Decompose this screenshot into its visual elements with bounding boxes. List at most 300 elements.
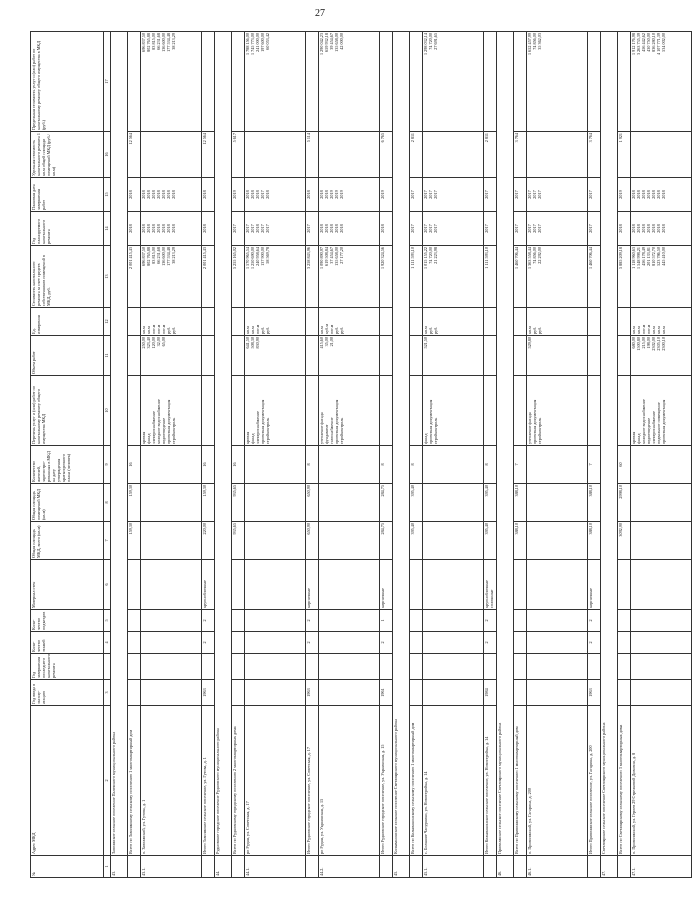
volume — [484, 336, 497, 376]
plan-year: 2018 — [618, 212, 631, 246]
area-premises: 395,40 — [484, 484, 497, 522]
column-header: Материал стен — [31, 560, 104, 610]
empty-cell — [527, 610, 588, 632]
column-number: 11 — [104, 336, 111, 376]
empty-cell — [245, 446, 306, 484]
works-list — [245, 376, 306, 446]
cost-list-line: 456 178,49 — [641, 247, 646, 266]
total-label: Всего по Рудновскому городскому поселению 2 многоквартирных дома — [232, 706, 245, 856]
entrances: 2 — [202, 610, 215, 632]
unit-list-line: пог.м — [151, 324, 156, 334]
plan-year: 2018 — [380, 212, 393, 246]
cost: 5 255 165,02 — [232, 246, 245, 308]
unit-list-line: пог.м — [329, 324, 334, 334]
plan-year-list-line: 2018 — [651, 224, 656, 233]
works-list — [527, 376, 588, 446]
empty-cell — [423, 632, 484, 654]
end-year-list — [527, 178, 588, 212]
total-label: Итого Рудновское городское поселение, ул. Советская, д. 17 — [306, 706, 319, 856]
area-total: 159,30 — [128, 522, 141, 560]
floors — [514, 632, 527, 654]
end-year-list-line: 2017 — [423, 190, 428, 199]
row-number: 47.1. — [631, 856, 692, 878]
unit-list-line: кв.м — [651, 326, 656, 334]
volume-list-line: 35,00 — [324, 337, 329, 347]
area-premises: 2998,10 — [618, 484, 631, 522]
works-list-line: утепление фасада — [527, 412, 532, 444]
works-list-line: кровля — [631, 431, 636, 444]
cost-list-line: 137 900,00 — [260, 247, 265, 266]
plan-year-list-line: 2017 — [260, 224, 265, 233]
cost-list-line: 66 231,68 — [156, 247, 161, 264]
unit-cost — [245, 132, 306, 178]
end-year: 2017 — [484, 178, 497, 212]
section-title-row — [215, 32, 232, 878]
unit-list-line: руб. — [428, 326, 433, 334]
unit-list — [631, 308, 692, 336]
column-number: 1 — [104, 856, 111, 878]
column-number: 14 — [104, 212, 111, 246]
entrances: 1 — [380, 610, 393, 632]
volume — [380, 336, 393, 376]
empty-cell — [527, 446, 588, 484]
unit-cost: 3 764 — [514, 132, 527, 178]
end-year: 2017 — [410, 178, 423, 212]
cost: 1 920 324,56 — [380, 246, 393, 308]
limit-list-line: 3 263 735,39 — [636, 33, 641, 55]
house-row — [631, 32, 692, 878]
last-repair-year — [618, 654, 631, 680]
section-title: Колыванинское сельское поселение Светлоярского муниципального района — [393, 32, 410, 856]
column-header: Год завершения последнего капитального ремонта — [31, 654, 104, 680]
works-list-line: проектная документация — [334, 399, 339, 444]
floors: 2 — [202, 632, 215, 654]
limit-list-line: 135 658,00 — [334, 33, 339, 52]
empty-cell — [245, 610, 306, 632]
row-number: 44.1. — [245, 856, 306, 878]
plan-year-list-line: 2018 — [334, 224, 339, 233]
year-built: 1963 — [588, 680, 601, 706]
floors — [410, 632, 423, 654]
end-year-list-line: 2018 — [141, 190, 146, 199]
plan-year: 2017 — [588, 212, 601, 246]
limit-list-line: 74 856,00 — [532, 33, 537, 50]
table-header — [31, 32, 111, 878]
last-repair-year — [202, 654, 215, 680]
cost-list-line: 696 837,50 — [141, 247, 146, 266]
cost-list-line: 38 213,29 — [171, 247, 176, 264]
column-header: № — [31, 856, 104, 878]
row-number: 46. — [497, 856, 514, 878]
cost-list-line: 1 548 998,21 — [636, 247, 641, 269]
area-total: 395,40 — [484, 522, 497, 560]
limit-cost — [410, 32, 423, 132]
year-built: 1963 — [306, 680, 319, 706]
year-built: 1963 — [202, 680, 215, 706]
column-header: Удельная стоимость капитального ремонта 1 кв.м общей площади помещений МКД (руб./кв.м) — [31, 132, 104, 178]
unit-list-line: пог.м — [156, 324, 161, 334]
house-address: рп Рудня, ул. Украинская, д. 15 — [319, 706, 380, 856]
year-built — [128, 680, 141, 706]
unit-cost — [319, 132, 380, 178]
cost-list-line: 74 856,00 — [532, 247, 537, 264]
plan-year: 2017 — [306, 212, 319, 246]
wall-material: крупноблочные — [202, 560, 215, 610]
limit-list-line: 456 442,62 — [641, 33, 646, 52]
cost-list-line: 1 090 890,97 — [319, 247, 324, 269]
limit-list-line: 60 053,42 — [265, 33, 270, 50]
limit-list-line: 39 454,67 — [329, 33, 334, 50]
end-year-list-line: 2018 — [166, 190, 171, 199]
works — [410, 376, 423, 446]
unit — [514, 308, 527, 336]
column-number: 16 — [104, 132, 111, 178]
cost-list-line: 27 177,20 — [339, 247, 344, 264]
end-year: 2019 — [618, 178, 631, 212]
column-header: Количество жителей, зарегистри-рованных в МКД на дату утверждения краткосрочного плана (человек) — [31, 446, 104, 484]
residents: 8 — [410, 446, 423, 484]
unit-cost: 12 564 — [128, 132, 141, 178]
empty-cell — [141, 632, 202, 654]
limit-cost — [514, 32, 527, 132]
works-list-line: стройконтроль — [433, 417, 438, 444]
empty-cell — [141, 522, 202, 560]
limit-list-line: 177 534,48 — [166, 33, 171, 52]
column-header: Год планируемого капитального ремонта — [31, 212, 104, 246]
works-list-line: холодное водоснабжение — [156, 399, 161, 444]
plan-year-list — [423, 212, 484, 246]
limit-list — [319, 32, 380, 132]
volume — [410, 336, 423, 376]
unit-list — [527, 308, 588, 336]
wall-material — [232, 560, 245, 610]
unit — [232, 308, 245, 336]
limit-list-line: 197 600,00 — [260, 33, 265, 52]
plan-year-list-line: 2018 — [636, 224, 641, 233]
wall-material: крупноблочные сплошные — [484, 560, 497, 610]
row-number: 44.2. — [319, 856, 380, 878]
end-year-list-line: 2018 — [641, 190, 646, 199]
volume-list-line: 415,60 — [319, 337, 324, 349]
cost-list — [423, 246, 484, 308]
limit-list — [245, 32, 306, 132]
limit-list-line: 1 290 042,23 — [319, 33, 324, 55]
row-number — [380, 856, 393, 878]
last-repair-year — [128, 654, 141, 680]
end-year: 2019 — [380, 178, 393, 212]
empty-cell — [245, 632, 306, 654]
cost: 5 885 209,18 — [618, 246, 631, 308]
volume-list-line: 508,30 — [250, 337, 255, 349]
section-title: Рудновское городское поселение Рудновского муниципального района — [215, 32, 232, 856]
volume-list-line: 2302,00 — [651, 337, 656, 351]
plan-year-list-line: 2018 — [319, 224, 324, 233]
volume — [514, 336, 527, 376]
row-number: 46.1. — [527, 856, 588, 878]
works-list-line: фасад — [636, 433, 641, 444]
area-premises: 388,10 — [514, 484, 527, 522]
section-title-row — [497, 32, 514, 878]
total-row — [380, 32, 393, 878]
unit-list-line: руб. — [260, 326, 265, 334]
unit-list-line: пог.м — [646, 324, 651, 334]
house-address: п. Заволжский, ул. Гутова, д. 1 — [141, 706, 202, 856]
cost: 1 111 593,10 — [410, 246, 423, 308]
column-number: 2 — [104, 706, 111, 856]
house-row — [423, 32, 484, 878]
empty-cell — [631, 522, 692, 560]
works-list-line: фундамент — [324, 424, 329, 444]
cost-list-line: 523 786,50 — [656, 247, 661, 266]
works — [128, 376, 141, 446]
last-repair-year — [514, 654, 527, 680]
limit-list-line: 66 231,68 — [156, 33, 161, 50]
total-row — [618, 32, 631, 878]
row-number — [588, 856, 601, 878]
empty-cell — [141, 610, 202, 632]
unit-list-line: руб. — [334, 326, 339, 334]
area-premises: 159,30 — [128, 484, 141, 522]
column-number-row — [104, 32, 111, 878]
unit-cost: 2 811 — [484, 132, 497, 178]
plan-year-list-line: 2018 — [146, 224, 151, 233]
total-row — [484, 32, 497, 878]
empty-cell — [527, 560, 588, 610]
works-list — [423, 376, 484, 446]
column-header: Ед. измерения — [31, 308, 104, 336]
area-total: 935,65 — [232, 522, 245, 560]
end-year-list — [319, 178, 380, 212]
plan-year-list — [141, 212, 202, 246]
unit-list — [141, 308, 202, 336]
works-list-line: газоснабжение — [329, 417, 334, 444]
cost-list — [631, 246, 692, 308]
volume — [232, 336, 245, 376]
volume-list-line: 32,00 — [156, 337, 161, 347]
section-title: Светлоярское сельское поселение Светлоярского муниципального района — [601, 32, 618, 856]
plan-year-list-line: 2018 — [161, 224, 166, 233]
cost-list-line: 810 572,70 — [651, 247, 656, 266]
row-number: 43.1. — [141, 856, 202, 878]
empty-cell — [631, 484, 692, 522]
unit-cost: 5 617 — [232, 132, 245, 178]
total-label: Всего по Колыванинскому сельскому поселению 1 многоквартирный дом — [410, 706, 423, 856]
plan-year: 2017 — [484, 212, 497, 246]
limit-list-line: 659 932,18 — [324, 33, 329, 52]
cost: 1 111 593,10 — [484, 246, 497, 308]
plan-year-list-line: 2018 — [646, 224, 651, 233]
section-title-row — [111, 32, 128, 878]
volume-list — [319, 336, 380, 376]
volume-list-line: 529,80 — [527, 337, 532, 349]
total-label: Итого Колыванинское сельское поселение, ул. Новостройка, д. 14 — [484, 706, 497, 856]
column-number: 6 — [104, 560, 111, 610]
row-number: 45. — [393, 856, 410, 878]
column-header: Коли-чество этажей — [31, 632, 104, 654]
plan-year-list-line: 2017 — [245, 224, 250, 233]
volume-list — [631, 336, 692, 376]
page-number: 27 — [315, 8, 325, 19]
empty-cell — [319, 484, 380, 522]
unit-cost: 12 564 — [202, 132, 215, 178]
limit-cost — [202, 32, 215, 132]
unit-cost: 1 921 — [618, 132, 631, 178]
plan-year-list-line: 2018 — [329, 224, 334, 233]
limit-cost — [128, 32, 141, 132]
end-year-list-line: 2018 — [255, 190, 260, 199]
floors — [232, 632, 245, 654]
cost-list-line: 619 508,84 — [324, 247, 329, 266]
area-premises: 159,30 — [202, 484, 215, 522]
empty-cell — [423, 654, 484, 680]
unit — [128, 308, 141, 336]
volume — [128, 336, 141, 376]
cost-list-line: 1 570 965,54 — [245, 247, 250, 269]
total-row — [232, 32, 245, 878]
empty-cell — [245, 680, 306, 706]
limit-cost — [306, 32, 319, 132]
cost-list — [527, 246, 588, 308]
volume-list-line: 21,00 — [329, 337, 334, 347]
area-premises: 388,10 — [588, 484, 601, 522]
cost-list-line: 1 250 690,00 — [250, 247, 255, 269]
end-year: 2019 — [232, 178, 245, 212]
end-year-list — [631, 178, 692, 212]
unit-cost: 2 811 — [410, 132, 423, 178]
plan-year-list-line: 2017 — [532, 224, 537, 233]
floors — [618, 632, 631, 654]
wall-material — [514, 560, 527, 610]
limit-list-line: 1 745 773,00 — [250, 33, 255, 55]
unit-list-line: кв.м — [656, 326, 661, 334]
limit-list-line: 27 691,65 — [433, 33, 438, 50]
limit-list — [141, 32, 202, 132]
end-year-list-line: 2017 — [433, 190, 438, 199]
limit-list-line: 430 750,00 — [646, 33, 651, 52]
entrances: 2 — [306, 610, 319, 632]
column-number: 5 — [104, 610, 111, 632]
empty-cell — [245, 654, 306, 680]
wall-material: кирпичные — [380, 560, 393, 610]
area-total: 388,10 — [588, 522, 601, 560]
column-header: Перечень услуг и (или) работ по капитальному ремонту общего имущества МКД — [31, 376, 104, 446]
limit-list-line: 1 912 176,98 — [631, 33, 636, 55]
house-row — [141, 32, 202, 878]
empty-cell — [141, 654, 202, 680]
unit-cost — [141, 132, 202, 178]
works-list — [319, 376, 380, 446]
cost: 2 001 415,43 — [202, 246, 215, 308]
limit-list-line: 38 213,29 — [171, 33, 176, 50]
end-year: 2018 — [306, 178, 319, 212]
plan-year-list — [527, 212, 588, 246]
limit-list — [527, 32, 588, 132]
total-label: Всего по Заволжскому сельскому поселению 1 многоквартирный дом — [128, 706, 141, 856]
rotated-table-container — [30, 32, 666, 878]
row-number — [232, 856, 245, 878]
empty-cell — [141, 484, 202, 522]
empty-cell — [631, 654, 692, 680]
end-year: 2018 — [202, 178, 215, 212]
row-number: 44. — [215, 856, 232, 878]
plan-year-list-line: 2017 — [423, 224, 428, 233]
end-year-list-line: 2017 — [527, 190, 532, 199]
end-year-list-line: 2017 — [428, 190, 433, 199]
empty-cell — [245, 560, 306, 610]
empty-cell — [245, 522, 306, 560]
works-list-line: электроснабжение — [255, 411, 260, 444]
column-number: 10 — [104, 376, 111, 446]
limit-list — [631, 32, 692, 132]
works-list-line: проектная документация — [661, 399, 666, 444]
end-year-list — [423, 178, 484, 212]
volume-list-line: 120,00 — [151, 337, 156, 349]
volume-list-line: 2305,10 — [656, 337, 661, 351]
house-address: п. Приволжский, ул. Гагарина, д. 200 — [527, 706, 588, 856]
plan-year-list-line: 2018 — [656, 224, 661, 233]
limit-list-line: 35 362,03 — [537, 33, 542, 50]
cost-list-line: 201 133,81 — [646, 247, 651, 266]
volume-list-line: 323,40 — [146, 337, 151, 349]
total-row — [128, 32, 141, 878]
area-premises: 650,90 — [306, 484, 319, 522]
cost-list-line: 135 658,00 — [334, 247, 339, 266]
works — [232, 376, 245, 446]
area-total: 3092,90 — [618, 522, 631, 560]
end-year-list-line: 2019 — [339, 190, 344, 199]
cost-list-line: 1 363 558,44 — [527, 247, 532, 269]
column-header: Коли-чество подъездов — [31, 610, 104, 632]
row-number: 45.1. — [423, 856, 484, 878]
works-list-line: стройконтроль — [265, 417, 270, 444]
volume-list-line: 521,50 — [423, 337, 428, 349]
limit-list-line: 4 107 771,39 — [656, 33, 661, 55]
residents: 8 — [306, 446, 319, 484]
total-row — [410, 32, 423, 878]
unit-list-line: руб. — [537, 326, 542, 334]
unit-list-line: руб. — [532, 326, 537, 334]
plan-year-list-line: 2017 — [433, 224, 438, 233]
works-list-line: стройконтроль — [537, 417, 542, 444]
plan-year: 2017 — [232, 212, 245, 246]
limit-list-line: 42 000,00 — [339, 33, 344, 50]
column-header: Стоимость капитального ремонта за счет средств собственников помещений в МКД, руб. — [31, 246, 104, 308]
end-year-list-line: 2018 — [636, 190, 641, 199]
entrances — [232, 610, 245, 632]
total-row — [514, 32, 527, 878]
empty-cell — [527, 522, 588, 560]
cost-list-line: 21 223,98 — [433, 247, 438, 264]
empty-cell — [631, 446, 692, 484]
empty-cell — [631, 680, 692, 706]
cost-list-line: 240 958,64 — [255, 247, 260, 266]
empty-cell — [423, 680, 484, 706]
plan-year-list-line: 2018 — [166, 224, 171, 233]
cost-list-line: 177 534,48 — [166, 247, 171, 266]
entrances — [410, 610, 423, 632]
wall-material — [410, 560, 423, 610]
empty-cell — [319, 632, 380, 654]
end-year-list-line: 2017 — [537, 190, 542, 199]
area-premises: 395,40 — [410, 484, 423, 522]
unit-cost — [631, 132, 692, 178]
empty-cell — [319, 560, 380, 610]
plan-year-list — [319, 212, 380, 246]
works-list-line: фасад — [250, 433, 255, 444]
cost-list — [319, 246, 380, 308]
limit-list-line: 534 002,00 — [661, 33, 666, 52]
volume-list-line: 830,90 — [255, 337, 260, 349]
